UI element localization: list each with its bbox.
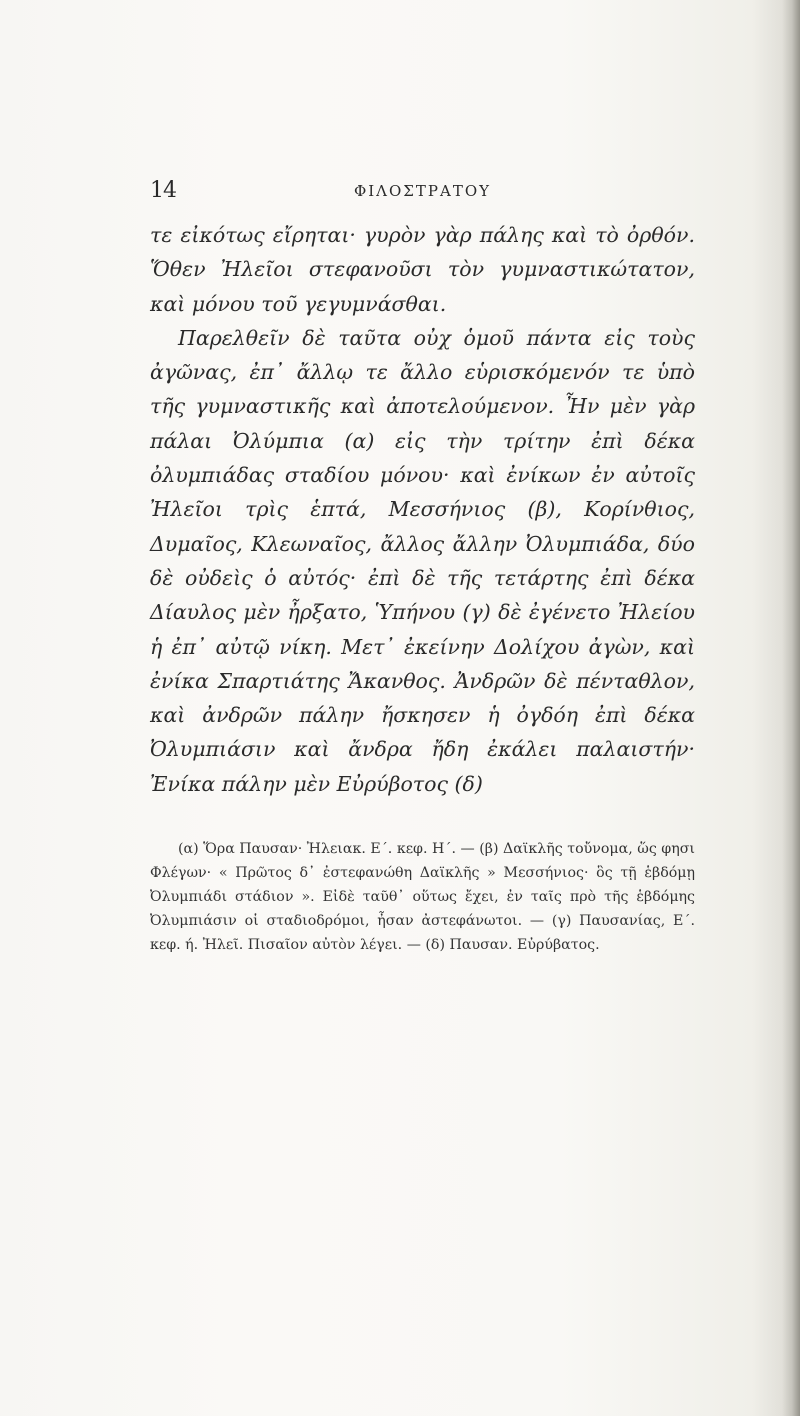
paragraph-2: Παρελθεῖν δὲ ταῦτα οὐχ ὁμοῦ πάντα εἰς τοὺς ἀγῶνας, ἐπ᾽ ἄλλῳ τε ἄλλο εὑρισκόμενόν τε ὑπὸ τῆς γυμναστικῆς καὶ ἀποτελούμενον. Ἦν μὲν γὰρ πάλαι Ὀλύμπια (α) εἰς τὴν τρίτην ἐπὶ δέκα ὀλυμπιάδας σταδίου μόνου· καὶ ἐνίκων ἐν αὐτοῖς Ἠλεῖοι τρὶς ἑπτά, Μεσσήνιος (β), Κορίνθιος, Δυμαῖος, Κλεωναῖος, ἄλλος ἄλλην Ὀλυμπιάδα, δύο δὲ οὐδεὶς ὁ αὐτός· ἐπὶ δὲ τῆς τετάρτης ἐπὶ δέκα Δίαυλος μὲν ἦρξατο, Ὑπήνου (γ) δὲ ἐγένετο Ἠλείου ἡ ἐπ᾽ αὐτῷ νίκη. Μετ᾽ ἐκείνην Δολίχου ἀγὼν, καὶ ἐνίκα Σπαρτιάτης Ἄκανθος. Ἀνδρῶν δὲ πένταθλον, καὶ ἀνδρῶν πάλην ἤσκησεν ἡ ὀγδόη ἐπὶ δέκα Ὀλυμπιάσιν καὶ ἄνδρα ἤδη ἐκάλει παλαιστήν· Ἐνίκα πάλην μὲν Εὐρύβοτος (δ): [150, 325, 695, 796]
footnote-block: (α) Ὅρα Παυσαν· Ἠλειακ. Ε΄. κεφ. Η΄. — (β) Δαϊκλῆς τοὔνομα, ὥς φησι Φλέγων· « Πρῶτος δ᾽ ἐστεφανώθη Δαϊκλῆς » Μεσσήνιος· ὃς τῇ ἑβδόμῃ Ὀλυμπιάδι στάδιον ». Εἰδὲ ταῦθ᾽ οὕτως ἔχει, ἐν ταῖς πρὸ τῆς ἑβδόμης Ὀλυμπιάσιν οἱ σταδιοδρόμοι, ἦσαν ἀστεφάνωτοι. — (γ) Παυσανίας, Ε΄. κεφ. ή. Ἠλεῖ. Πισαῖον αὐτὸν λέγει. — (δ) Παυσαν. Εὐρύβατος.: [150, 841, 695, 954]
running-head: [150, 178, 695, 218]
running-title: ΦΙΛΟΣΤΡΑΤΟΥ: [353, 182, 492, 200]
paragraph-1: τε εἰκότως εἴρηται· γυρὸν γὰρ πάλης καὶ τὸ ὀρθόν. Ὅθεν Ἠλεῖοι στεφανοῦσι τὸν γυμναστικώτατον, καὶ μόνου τοῦ γεγυμνάσθαι.: [150, 223, 695, 316]
page-number: 14: [150, 178, 176, 203]
page-content: [150, 178, 695, 957]
page-edge-shadow: [782, 0, 800, 1416]
footnotes: [150, 837, 695, 957]
main-text: [150, 218, 695, 801]
